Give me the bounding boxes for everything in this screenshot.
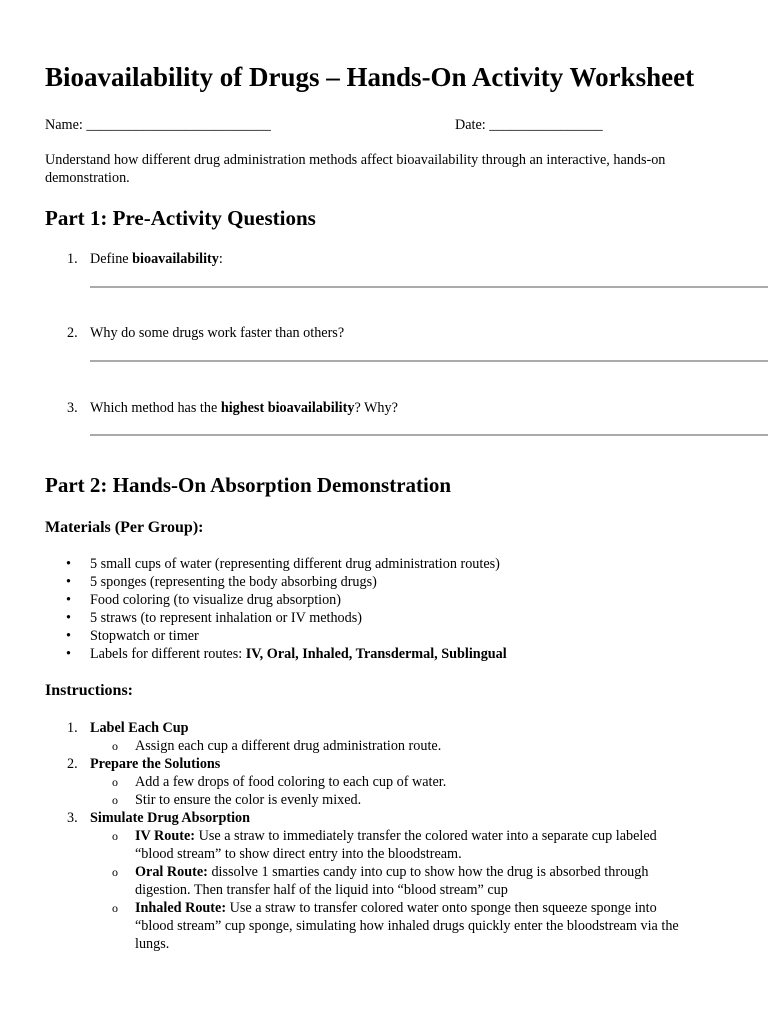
sub-item-text: Assign each cup a different drug administration route. bbox=[135, 738, 442, 754]
instruction-step bbox=[45, 755, 768, 809]
sub-item-text: Use a straw to immediately transfer the colored water into a separate cup labeled “blood stream” to show direct entry into the bloodstream. bbox=[135, 828, 657, 862]
sub-item-bold-label: IV Route: bbox=[135, 828, 196, 844]
list-item: • Food coloring (to visualize drug absorption) bbox=[45, 591, 507, 609]
sub-item bbox=[90, 791, 680, 809]
step-substeps bbox=[90, 737, 768, 755]
list-item-text: Labels for different routes: bbox=[90, 646, 246, 662]
page-title: Bioavailability of Drugs – Hands-On Activity Worksheet bbox=[45, 62, 695, 92]
name-field-line: Name: __________________________ bbox=[45, 117, 271, 133]
answer-line-2[interactable] bbox=[90, 360, 768, 362]
instruction-step bbox=[45, 719, 768, 755]
step-substeps bbox=[90, 827, 768, 953]
question-bold-text: highest bioavailability bbox=[220, 400, 355, 416]
step-substeps bbox=[90, 773, 768, 809]
step-number: 1. bbox=[67, 720, 78, 736]
list-item: • 5 small cups of water (representing different drug administration routes) bbox=[45, 555, 507, 573]
part2-heading: Part 2: Hands-On Absorption Demonstration bbox=[45, 473, 452, 497]
step-title: Prepare the Solutions bbox=[90, 756, 221, 772]
sub-item bbox=[90, 899, 680, 953]
sub-item bbox=[90, 737, 680, 755]
question-text-end: ? Why? bbox=[354, 400, 398, 416]
sub-item bbox=[90, 863, 680, 899]
step-number: 2. bbox=[67, 756, 78, 772]
instructions-list bbox=[45, 719, 768, 953]
step-number: 3. bbox=[67, 810, 78, 826]
part1-heading: Part 1: Pre-Activity Questions bbox=[45, 206, 316, 230]
question-2 bbox=[67, 324, 344, 342]
list-item: • 5 straws (to represent inhalation or IV methods) bbox=[45, 609, 507, 627]
sub-item-bold-label: Oral Route: bbox=[135, 864, 208, 880]
question-1 bbox=[67, 250, 223, 268]
sub-item-bold-label: Inhaled Route: bbox=[135, 900, 227, 916]
intro-text: Understand how different drug administration methods affect bioavailability through an interactive, hands-on demonstration. bbox=[45, 152, 666, 186]
sub-item-text: Stir to ensure the color is evenly mixed. bbox=[135, 792, 362, 808]
instruction-step bbox=[45, 809, 768, 953]
question-number: 1. bbox=[67, 251, 78, 267]
materials-heading: Materials (Per Group): bbox=[45, 519, 204, 536]
sub-item bbox=[90, 773, 680, 791]
sub-item-text: Use a straw to transfer colored water onto sponge then squeeze sponge into “blood stream” cup sponge, simulating how inhaled drugs quickly enter the bloodstream via the lungs. bbox=[135, 900, 679, 952]
question-number: 2. bbox=[67, 325, 78, 341]
sub-item-text: dissolve 1 smarties candy into cup to show how the drug is absorbed through digestion. Then transfer half of the liquid into “blood stream” cup bbox=[135, 864, 649, 898]
list-item: • Stopwatch or timer bbox=[45, 627, 507, 645]
instructions-heading: Instructions: bbox=[45, 682, 134, 699]
list-item bbox=[45, 645, 507, 663]
sub-item-text: Add a few drops of food coloring to each cup of water. bbox=[135, 774, 447, 790]
worksheet-page bbox=[45, 0, 768, 1024]
question-number: 3. bbox=[67, 400, 78, 416]
step-title: Simulate Drug Absorption bbox=[90, 810, 251, 826]
sub-item bbox=[90, 827, 680, 863]
question-text: Define bbox=[90, 251, 133, 267]
question-3 bbox=[67, 399, 398, 417]
question-text-end: : bbox=[218, 251, 223, 267]
step-title: Label Each Cup bbox=[90, 720, 189, 736]
answer-line-1[interactable] bbox=[90, 286, 768, 288]
date-field-line: Date: ________________ bbox=[455, 117, 603, 133]
list-item-bold-text: IV, Oral, Inhaled, Transdermal, Sublingual bbox=[245, 646, 507, 662]
question-text: Why do some drugs work faster than others? bbox=[90, 325, 345, 341]
question-bold-text: bioavailability bbox=[132, 251, 219, 267]
answer-line-3[interactable] bbox=[90, 434, 768, 436]
materials-list bbox=[45, 555, 507, 663]
list-item: • 5 sponges (representing the body absorbing drugs) bbox=[45, 573, 507, 591]
question-text: Which method has the bbox=[90, 400, 221, 416]
